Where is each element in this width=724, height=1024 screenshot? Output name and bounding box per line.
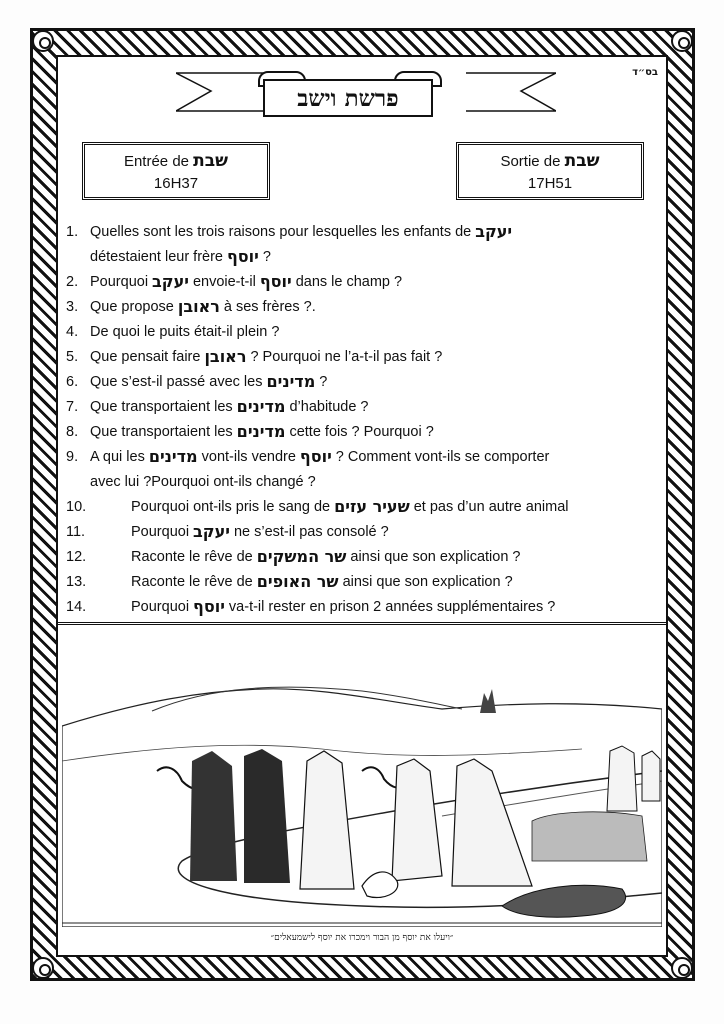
question-list [66,219,666,619]
question-item: avec lui ?Pourquoi ont-ils changé ? [90,473,316,490]
border-corner-ornament [671,30,693,52]
entry-time: 16H37 [153,175,199,192]
question-item: 3. Que propose ראובן à ses frères ?. [66,297,316,316]
exit-time: 17H51 [527,175,573,192]
border-corner-ornament [32,957,54,979]
section-divider [58,622,666,625]
border-corner-ornament [671,957,693,979]
bsd-mark: בס״ד [632,67,658,78]
question-item: 13. Raconte le rêve de שר האופים ainsi que son explication ? [66,572,513,591]
question-item: détestaient leur frère יוסף ? [90,247,271,266]
question-item: 5. Que pensait faire ראובן ? Pourquoi ne l’a-t-il pas fait ? [66,347,443,366]
question-item: 2. Pourquoi יעקב envoie-t-il יוסף dans le champ ? [66,272,403,291]
border-corner-ornament [32,30,54,52]
question-item: 7. Que transportaient les מדינים d’habitude ? [66,397,369,416]
exit-hebrew-word: שבת [564,151,600,171]
question-item: 14. Pourquoi יוסף va-t-il rester en prison 2 années supplémentaires ? [66,597,556,616]
question-item: 9. A qui les מדינים vont-ils vendre יוסף ? Comment vont-ils se comporter [66,447,550,466]
question-item: 1. Quelles sont les trois raisons pour lesquelles les enfants de יעקב [66,222,513,241]
question-item: 8. Que transportaient les מדינים cette fois ? Pourquoi ? [66,422,434,441]
exit-label: Sortie de [500,153,561,170]
question-item: 11. Pourquoi יעקב ne s’est-il pas consolé ? [66,522,389,541]
question-item: 6. Que s’est-il passé avec les מדינים ? [66,372,328,391]
shabbat-entry-box [82,142,270,200]
illustration-caption: ״ויעלו את יוסף מן הבור וימכרו את יוסף לישמעאלים״ [270,933,454,943]
page-title: פרשת וישב [263,79,433,117]
question-item: 4. De quoi le puits était-il plein ? [66,323,280,340]
worksheet-page [56,55,668,957]
entry-label: Entrée de [123,153,189,170]
question-item: 10. Pourquoi ont-ils pris le sang de שעיר עזים et pas d’un autre animal [66,497,569,516]
question-item: 12. Raconte le rêve de שר המשקים ainsi que son explication ? [66,547,521,566]
entry-hebrew-word: שבת [193,151,229,171]
illustration-joseph-sold [62,631,662,927]
shabbat-exit-box [456,142,644,200]
